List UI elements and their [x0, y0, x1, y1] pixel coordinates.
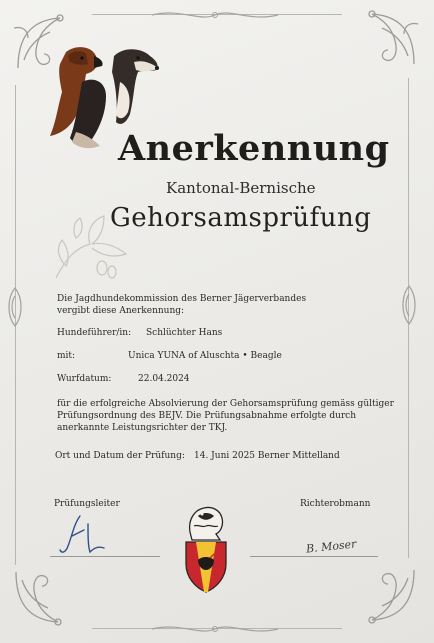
- certificate-subtitle: Kantonal-Bernische: [166, 179, 316, 197]
- statement-line-2: Prüfungsordnung des BEJV. Die Prüfungsabnahme erfolgte durch: [57, 411, 357, 421]
- intro-line-1: Die Jagdhundekommission des Berner Jägerverbandes: [57, 294, 307, 304]
- bern-crest-emblem-icon: [180, 502, 232, 594]
- handler-value: Schlüchter Hans: [146, 328, 223, 338]
- side-flourish-icon: [398, 284, 420, 326]
- signature-line-right: [250, 556, 378, 557]
- bottom-center-flourish-icon: [150, 620, 280, 638]
- statement-line-1: für die erfolgreiche Absolvierung der Gehorsamsprüfung gemäss gültiger: [57, 399, 394, 409]
- birth-date-value: 22.04.2024: [138, 374, 190, 384]
- dog-value: Unica YUNA of Aluschta • Beagle: [128, 351, 282, 361]
- signature-right-text: B. Moser: [305, 537, 357, 556]
- signature-line-left: [50, 556, 160, 557]
- place-date-value: 14. Juni 2025 Berner Mittelland: [194, 451, 340, 461]
- birth-date-label: Wurfdatum:: [57, 374, 112, 384]
- corner-flourish-icon: [352, 560, 422, 630]
- corner-flourish-icon: [352, 4, 422, 74]
- certificate-title: Anerkennung: [118, 128, 390, 169]
- place-date-label: Ort und Datum der Prüfung:: [55, 451, 185, 461]
- side-flourish-icon: [4, 286, 26, 328]
- top-center-flourish-icon: [150, 6, 280, 24]
- signer-right-label: Richterobmann: [300, 499, 371, 509]
- dog-label: mit:: [57, 351, 76, 361]
- signature-left-icon: [58, 512, 108, 558]
- intro-line-2: vergibt diese Anerkennung:: [57, 306, 185, 316]
- handler-label: Hundeführer/in:: [57, 328, 132, 338]
- corner-flourish-icon: [8, 562, 78, 632]
- signer-left-label: Prüfungsleiter: [54, 499, 120, 509]
- statement-line-3: anerkannte Leistungsrichter der TKJ.: [57, 423, 228, 433]
- exam-name: Gehorsamsprüfung: [110, 203, 372, 233]
